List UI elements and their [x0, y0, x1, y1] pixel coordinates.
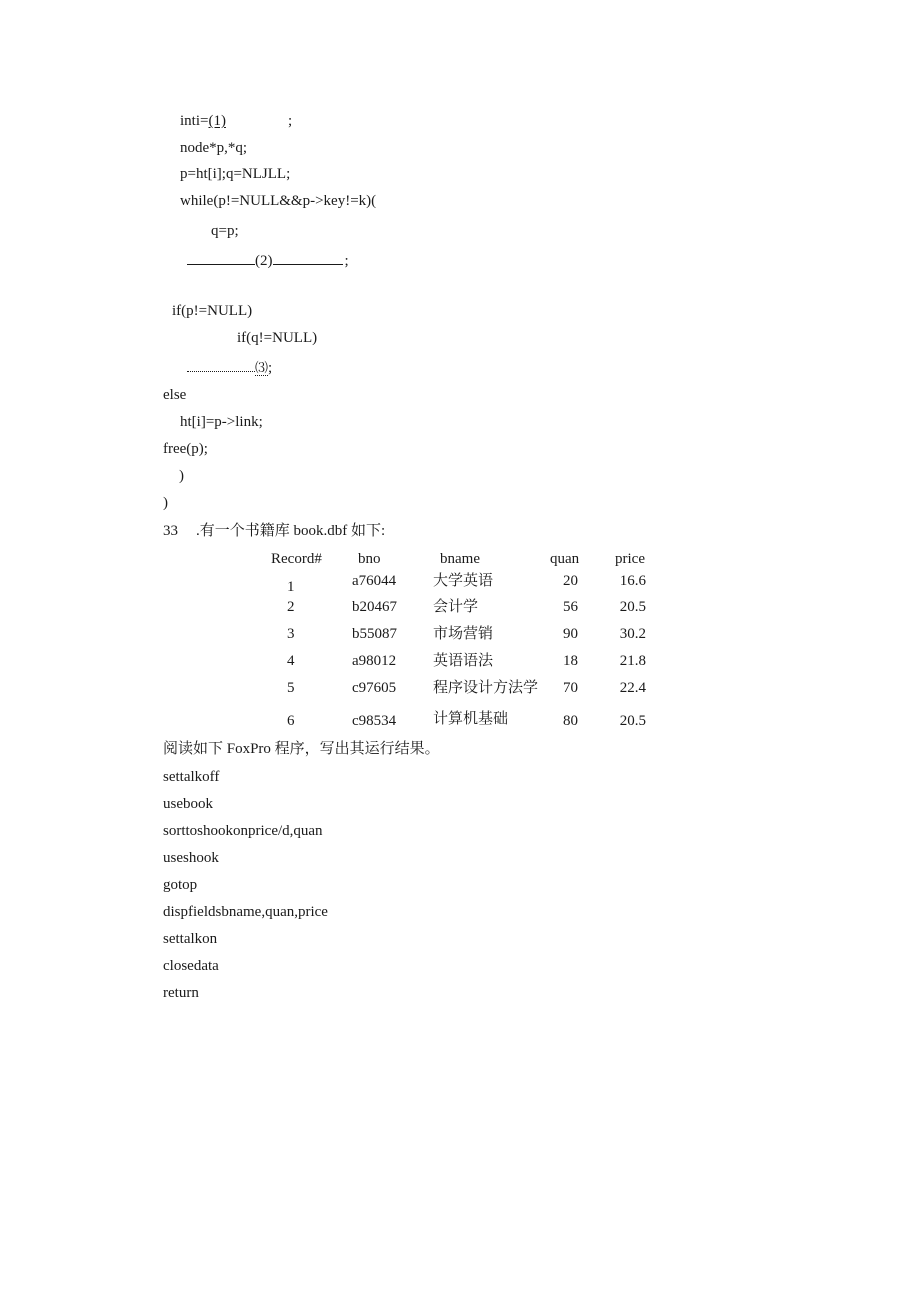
row-bno: b20467	[352, 599, 397, 615]
row-record: 3	[287, 626, 295, 642]
question-number: 33	[163, 523, 178, 539]
code-line-14: )	[163, 495, 168, 511]
row-quan: 70	[563, 680, 578, 696]
table-header-quan: quan	[550, 551, 580, 567]
code-line-3: p=ht[i];q=NLJLL;	[180, 166, 291, 182]
program-line: settalkoff	[163, 769, 220, 785]
program-line: dispfieldsbname,quan,price	[163, 904, 328, 920]
row-bname: 大学英语	[433, 573, 494, 589]
row-bname: 市场营销	[433, 626, 494, 642]
row-bno: b55087	[352, 626, 397, 642]
program-line: return	[163, 985, 199, 1001]
program-line: closedata	[163, 958, 219, 974]
answer-blank-1: (1)	[208, 113, 226, 129]
row-record: 2	[287, 599, 295, 615]
answer-blank-3	[187, 357, 255, 372]
code-line-2: node*p,*q;	[180, 140, 248, 156]
row-bno: c97605	[352, 680, 397, 696]
row-quan: 90	[563, 626, 578, 642]
question-text: .有一个书籍库 book.dbf 如下:	[196, 523, 386, 539]
row-price: 16.6	[619, 573, 646, 589]
row-bno: a76044	[352, 573, 397, 589]
code-text: ;	[268, 360, 273, 376]
row-bname: 程序设计方法学	[433, 680, 539, 696]
code-line-5: q=p;	[211, 223, 239, 239]
program-line: useshook	[163, 850, 219, 866]
program-line: gotop	[163, 877, 198, 893]
code-text: ;	[287, 113, 293, 129]
table-header-record: Record#	[271, 551, 322, 567]
row-record: 1	[287, 579, 295, 595]
program-line: usebook	[163, 796, 213, 812]
answer-blank-2-label: (2)	[255, 253, 273, 269]
program-line: sorttoshookonprice/d,quan	[163, 823, 323, 839]
code-line-8: if(q!=NULL)	[237, 330, 318, 346]
program-line: settalkon	[163, 931, 218, 947]
row-bno: c98534	[352, 713, 397, 729]
row-record: 6	[287, 713, 295, 729]
code-line-1	[180, 112, 292, 130]
row-bname: 会计学	[433, 599, 479, 615]
row-record: 4	[287, 653, 295, 669]
row-price: 30.2	[619, 626, 646, 642]
code-line-7: if(p!=NULL)	[172, 303, 253, 319]
answer-blank-2-right	[273, 250, 343, 265]
row-quan: 20	[563, 573, 578, 589]
row-price: 22.4	[619, 680, 646, 696]
code-line-10: else	[163, 387, 187, 403]
code-line-11: ht[i]=p->link;	[180, 414, 263, 430]
code-line-12: free(p);	[163, 441, 208, 457]
row-quan: 80	[563, 713, 578, 729]
row-bname: 英语语法	[433, 653, 494, 669]
code-line-9	[187, 357, 272, 377]
table-header-price: price	[615, 551, 645, 567]
row-bno: a98012	[352, 653, 397, 669]
row-quan: 56	[563, 599, 578, 615]
instruction-text: 阅读如下 FoxPro 程序，写出其运行结果。	[163, 741, 440, 757]
row-quan: 18	[563, 653, 578, 669]
row-bname: 计算机基础	[433, 711, 509, 727]
answer-blank-2-left	[187, 250, 255, 265]
row-price: 21.8	[619, 653, 646, 669]
code-line-6	[187, 250, 349, 270]
code-line-4: while(p!=NULL&&p->key!=k)(	[180, 193, 377, 209]
code-text: ;	[344, 253, 349, 269]
row-record: 5	[287, 680, 295, 696]
row-price: 20.5	[619, 713, 646, 729]
code-line-13: )	[179, 468, 184, 484]
question-33	[163, 522, 385, 540]
table-header-bno: bno	[358, 551, 381, 567]
code-text: inti=	[180, 113, 209, 129]
table-header-bname: bname	[440, 551, 480, 567]
answer-blank-3-label: ⑶	[255, 360, 269, 375]
row-price: 20.5	[619, 599, 646, 615]
